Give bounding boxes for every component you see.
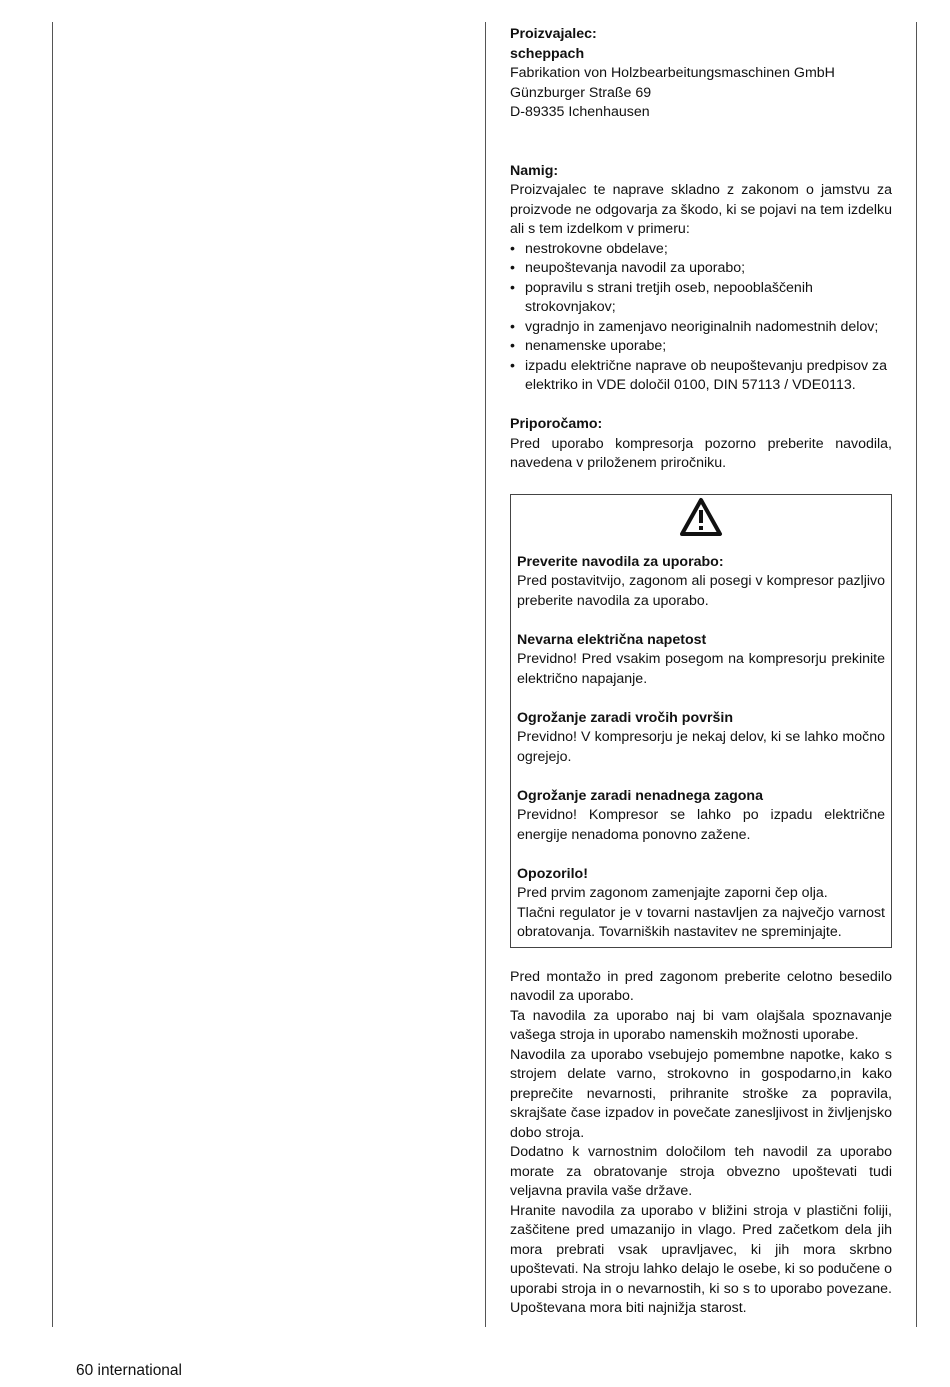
manufacturer-line-street: Günzburger Straße 69 [510, 84, 652, 101]
list-item: • vgradnjo in zamenjavo neoriginalnih nadomestnih delov; [510, 318, 892, 338]
column-divider-rule [485, 22, 486, 1327]
right-margin-rule [916, 22, 917, 1327]
instruction-paragraph: Ta navodila za uporabo naj bi vam olajšala spoznavanje vašega stroja in uporabo namenskih možnosti uporabe. [510, 1007, 892, 1043]
warning-title: Ogrožanje zaradi nenadnega zagona [517, 787, 763, 804]
caution-title: Opozorilo! [517, 865, 588, 882]
right-column [510, 25, 892, 1319]
warning-title: Nevarna električna napetost [517, 631, 707, 648]
warning-text: Pred postavitvijo, zagonom ali posegi v kompresor pazljivo preberite navodila za uporabo. [517, 573, 885, 609]
instruction-paragraph: Hranite navodila za uporabo v bližini stroja v plastični foliji, zaščitene pred umazanijo in vlago. Pred začetkom dela jih mora prebrati vsak upravljavec, ki jih mora skrbno upoštevati. Na stroju lahko delajo le osebe, ki so podučene o uporabi stroja in o nevarnostih, ki so s to uporabo povezane. Upoštevana mora biti najnižja starost. [510, 1202, 892, 1316]
warning-text: Previdno! Pred vsakim posegom na kompresorju prekinite električno napajanje. [517, 651, 885, 687]
instructions-section [510, 968, 892, 1319]
warning-box [510, 494, 892, 948]
caution-line: Tlačni regulator je v tovarni nastavljen za največjo varnost obratovanja. Tovarniških nastavitev ne spreminjajte. [517, 904, 885, 940]
manufacturer-heading: Proizvajalec: [510, 26, 597, 42]
instruction-paragraph: Pred montažo in pred zagonom preberite celotno besedilo navodil za uporabo. [510, 968, 892, 1004]
manufacturer-brand: scheppach [510, 45, 585, 62]
warning-triangle-icon [679, 497, 723, 537]
warning-text: Previdno! V kompresorju je nekaj delov, ki se lahko močno ogrejejo. [517, 729, 885, 765]
warning-title: Preverite navodila za uporabo: [517, 553, 724, 570]
recommend-heading: Priporočamo: [510, 416, 603, 432]
list-item: • izpadu električne naprave ob neupoštevanju predpisov za elektriko in VDE določil 0100, DIN 57113 / VDE0113. [510, 357, 892, 396]
note-intro: Proizvajalec te naprave skladno z zakonom o jamstvu za proizvode ne odgovarja za škodo, ki se pojavi na tem izdelku ali s tem izdelkom v primeru: [510, 182, 892, 237]
instruction-paragraph: Dodatno k varnostnim določilom teh navodil za uporabo morate za obratovanje stroja obvezno upoštevati tudi veljavna pravila vaše države. [510, 1144, 892, 1199]
list-item: • popravilu s strani tretjih oseb, nepooblaščenih strokovnjakov; [510, 279, 892, 318]
caution-line: Pred prvim zagonom zamenjajte zaporni čep olja. [517, 885, 828, 901]
list-item: • nestrokovne obdelave; [510, 240, 892, 260]
warning-text: Previdno! Kompresor se lahko po izpadu električne energije nenadoma ponovno zažene. [517, 807, 885, 843]
note-section [510, 162, 892, 396]
note-heading: Namig: [510, 162, 559, 179]
note-list [510, 240, 892, 396]
recommend-text: Pred uporabo kompresorja pozorno preberite navodila, navedena v priloženem priročniku. [510, 435, 892, 471]
list-item: • nenamenske uporabe; [510, 337, 892, 357]
recommend-section [510, 415, 892, 474]
list-item: • neupoštevanja navodil za uporabo; [510, 259, 892, 279]
page-footer: 60 international [76, 1362, 182, 1379]
manufacturer-line-company: Fabrikation von Holzbearbeitungsmaschinen GmbH [510, 65, 835, 81]
manufacturer-section [510, 25, 892, 123]
warning-title: Ogrožanje zaradi vročih površin [517, 709, 734, 726]
left-margin-rule [52, 22, 53, 1327]
instruction-paragraph: Navodila za uporabo vsebujejo pomembne napotke, kako s strojem delate varno, strokovno in gospodarno,in kako preprečite nevarnosti, prihranite stroške za popravila, skrajšate čase izpadov in povečate zanesljivost in življenjsko dobo stroja. [510, 1046, 892, 1141]
manufacturer-line-city: D-89335 Ichenhausen [510, 104, 650, 120]
